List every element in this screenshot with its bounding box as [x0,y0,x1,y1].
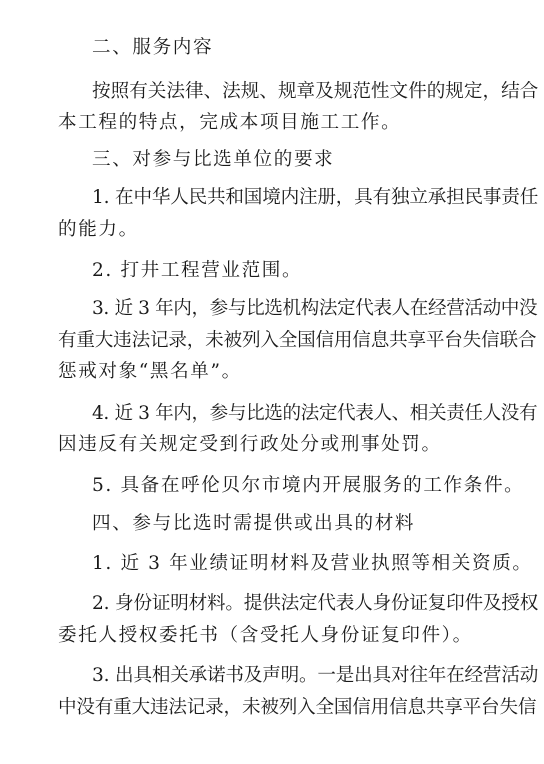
section-heading-requirements: 三、对参与比选单位的要求 [92,149,335,170]
section-heading-service-content: 二、服务内容 [92,37,214,58]
list-item-line: 1. 在中华人民共和国境内注册，具有独立承担民事责任 [92,187,539,208]
list-item-line: 2. 身份证明材料。提供法定代表人身份证复印件及授权 [92,593,539,614]
paragraph-line: 按照有关法律、法规、规章及规范性文件的规定，结合 [92,81,539,102]
list-item-line: 3. 近 3 年内，参与比选机构法定代表人在经营活动中没 [92,298,538,319]
list-item-line: 有重大违法记录，未被列入全国信用信息共享平台失信联合 [58,330,537,351]
list-item-line: 委托人授权委托书（含受托人身份证复印件）。 [58,625,473,646]
list-item-line: 4. 近 3 年内，参与比选的法定代表人、相关责任人没有 [92,403,538,424]
list-item-line: 5. 具备在呼伦贝尔市境内开展服务的工作条件。 [92,475,525,496]
paragraph-line: 本工程的特点，完成本项目施工工作。 [58,112,402,133]
section-heading-materials: 四、参与比选时需提供或出具的材料 [92,513,416,534]
list-item-line: 惩戒对象“黑名单”。 [58,361,242,382]
list-item-line: 1. 近 3 年业绩证明材料及营业执照等相关资质。 [92,553,533,574]
list-item-line: 因违反有关规定受到行政处分或刑事处罚。 [58,434,442,455]
list-item-line: 2. 打井工程营业范围。 [92,260,303,281]
list-item-line: 中没有重大违法记录，未被列入全国信用信息共享平台失信 [58,697,537,718]
list-item-line: 3. 出具相关承诺书及声明。一是出具对往年在经营活动 [92,665,539,686]
list-item-line: 的能力。 [58,219,139,240]
